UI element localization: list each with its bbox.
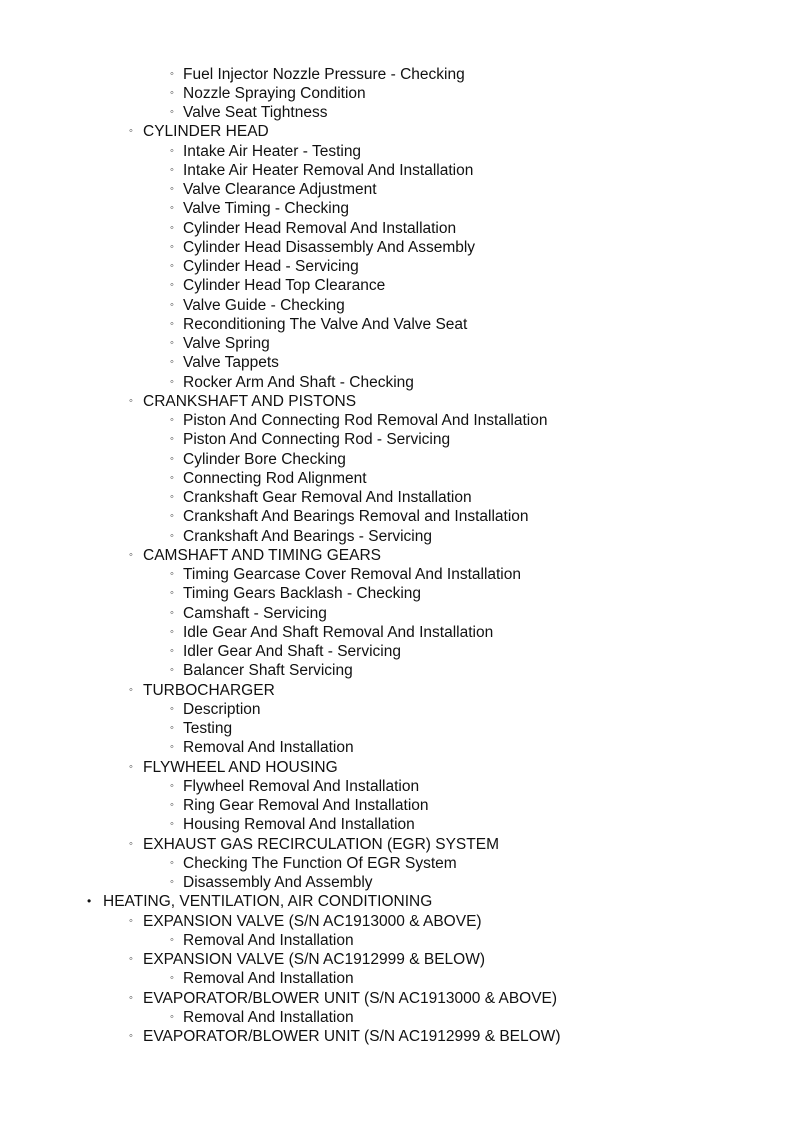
outline-item-text: Reconditioning The Valve And Valve Seat	[183, 315, 468, 333]
outline-item-text: CAMSHAFT AND TIMING GEARS	[143, 546, 381, 564]
outline-item-text: Camshaft - Servicing	[183, 604, 327, 622]
bullet-circle-icon: ◦	[129, 760, 133, 773]
bullet-circle-icon: ◦	[170, 375, 174, 388]
bullet-circle-icon: ◦	[170, 279, 174, 292]
outline-item-text: Nozzle Spraying Condition	[183, 84, 366, 102]
outline-item-text: Crankshaft And Bearings - Servicing	[183, 527, 432, 545]
outline-item-text: Fuel Injector Nozzle Pressure - Checking	[183, 65, 465, 83]
bullet-circle-icon: ◦	[170, 67, 174, 80]
outline-item-text: EVAPORATOR/BLOWER UNIT (S/N AC1913000 & ABOVE)	[143, 989, 558, 1007]
bullet-circle-icon: ◦	[170, 645, 174, 657]
outline-item-text: Connecting Rod Alignment	[183, 469, 367, 487]
outline-item-text: Intake Air Heater Removal And Installation	[183, 161, 474, 179]
outline-item-text: Valve Tappets	[183, 354, 279, 372]
bullet-circle-icon: ◦	[129, 837, 133, 850]
bullet-circle-icon: ◦	[170, 452, 174, 465]
bullet-circle-icon: ◦	[170, 972, 174, 985]
bullet-circle-icon: ◦	[170, 606, 174, 619]
bullet-circle-icon: ◦	[170, 491, 174, 503]
bullet-circle-icon: ◦	[170, 722, 174, 734]
outline-item-text: Idle Gear And Shaft Removal And Installation	[183, 623, 494, 641]
bullet-disc-icon: •	[87, 894, 92, 909]
bullet-circle-icon: ◦	[170, 779, 174, 792]
outline-item-text: Valve Seat Tightness	[183, 104, 328, 121]
bullet-circle-icon: ◦	[129, 125, 133, 138]
bullet-circle-icon: ◦	[170, 625, 174, 638]
outline-item-text: EVAPORATOR/BLOWER UNIT (S/N AC1912999 & BELOW)	[143, 1028, 561, 1045]
outline-item-text: Cylinder Head Disassembly And Assembly	[183, 238, 476, 256]
outline-item-text: Valve Clearance Adjustment	[183, 181, 377, 198]
bullet-circle-icon: ◦	[170, 433, 174, 446]
outline-item-text: Piston And Connecting Rod Removal And Installation	[183, 412, 548, 429]
outline-item-text: Timing Gears Backlash - Checking	[183, 585, 422, 603]
outline-item-text: Idler Gear And Shaft - Servicing	[183, 643, 401, 660]
outline-item-text: Intake Air Heater - Testing	[183, 142, 362, 160]
outline-item-text: Removal And Installation	[183, 931, 354, 949]
outline-item-text: Timing Gearcase Cover Removal And Installation	[183, 566, 521, 583]
outline-item-text: Removal And Installation	[183, 1008, 354, 1026]
outline-item-text: Valve Guide - Checking	[183, 296, 345, 314]
bullet-circle-icon: ◦	[170, 317, 174, 330]
outline-item-text: EXPANSION VALVE (S/N AC1913000 & ABOVE)	[143, 912, 482, 930]
outline-item-text: Piston And Connecting Rod - Servicing	[183, 431, 451, 449]
outline-item-text: Rocker Arm And Shaft - Checking	[183, 373, 414, 391]
bullet-circle-icon: ◦	[170, 702, 174, 715]
bullet-circle-icon: ◦	[170, 818, 174, 831]
outline-item-text: Checking The Function Of EGR System	[183, 854, 457, 872]
bullet-circle-icon: ◦	[170, 587, 174, 600]
bullet-circle-icon: ◦	[170, 1010, 174, 1023]
outline-item-text: Balancer Shaft Servicing	[183, 662, 353, 680]
outline-item-text: Cylinder Bore Checking	[183, 450, 346, 468]
bullet-circle-icon: ◦	[129, 683, 133, 696]
bullet-circle-icon: ◦	[170, 856, 174, 869]
outline-item-text: Flywheel Removal And Installation	[183, 777, 420, 795]
bullet-circle-icon: ◦	[170, 144, 174, 157]
bullet-circle-icon: ◦	[170, 510, 174, 523]
bullet-circle-icon: ◦	[170, 356, 174, 369]
bullet-circle-icon: ◦	[170, 260, 174, 272]
outline-item-text: Crankshaft Gear Removal And Installation	[183, 489, 472, 506]
outline-item-text: Cylinder Head Removal And Installation	[183, 219, 457, 237]
bullet-circle-icon: ◦	[170, 529, 174, 542]
bullet-circle-icon: ◦	[170, 414, 174, 426]
bullet-circle-icon: ◦	[129, 1030, 133, 1042]
outline-item-text: Removal And Installation	[183, 970, 354, 988]
outline-item-text: HEATING, VENTILATION, AIR CONDITIONING	[103, 893, 433, 911]
bullet-circle-icon: ◦	[170, 876, 174, 888]
bullet-circle-icon: ◦	[170, 337, 174, 349]
outline-item-text: Cylinder Head - Servicing	[183, 258, 359, 275]
outline-item-text: EXPANSION VALVE (S/N AC1912999 & BELOW)	[143, 951, 485, 968]
outline-item-text: Ring Gear Removal And Installation	[183, 797, 429, 814]
bullet-circle-icon: ◦	[170, 183, 174, 195]
bullet-circle-icon: ◦	[170, 86, 174, 99]
bullet-circle-icon: ◦	[129, 394, 133, 407]
bullet-circle-icon: ◦	[170, 298, 174, 311]
outline-item-text: CRANKSHAFT AND PISTONS	[143, 392, 357, 410]
bullet-circle-icon: ◦	[170, 106, 174, 118]
bullet-circle-icon: ◦	[170, 202, 174, 215]
outline-item-text: Disassembly And Assembly	[183, 874, 373, 891]
outline-item-text: Description	[183, 700, 261, 718]
outline-item-text: Housing Removal And Installation	[183, 816, 415, 834]
bullet-circle-icon: ◦	[170, 741, 174, 754]
outline-item-text: Valve Timing - Checking	[183, 200, 349, 218]
bullet-circle-icon: ◦	[170, 799, 174, 811]
bullet-circle-icon: ◦	[129, 548, 133, 561]
outline-item-text: Valve Spring	[183, 335, 270, 352]
outline-item-text: EXHAUST GAS RECIRCULATION (EGR) SYSTEM	[143, 835, 499, 853]
bullet-circle-icon: ◦	[129, 914, 133, 927]
bullet-circle-icon: ◦	[170, 568, 174, 580]
bullet-circle-icon: ◦	[170, 933, 174, 946]
outline-item-text: CYLINDER HEAD	[143, 123, 269, 141]
outline-item-text: Cylinder Head Top Clearance	[183, 277, 386, 295]
bullet-circle-icon: ◦	[129, 953, 133, 965]
bullet-circle-icon: ◦	[170, 240, 174, 253]
outline-item-text: FLYWHEEL AND HOUSING	[143, 758, 338, 776]
outline-item-text: Removal And Installation	[183, 739, 354, 757]
outline-item-text: Crankshaft And Bearings Removal and Installation	[183, 508, 529, 526]
bullet-circle-icon: ◦	[170, 471, 174, 484]
bullet-circle-icon: ◦	[170, 664, 174, 677]
bullet-circle-icon: ◦	[129, 991, 133, 1004]
bullet-circle-icon: ◦	[170, 221, 174, 234]
bullet-circle-icon: ◦	[170, 163, 174, 176]
outline-item-text: Testing	[183, 720, 233, 737]
outline-item-text: TURBOCHARGER	[143, 681, 275, 699]
